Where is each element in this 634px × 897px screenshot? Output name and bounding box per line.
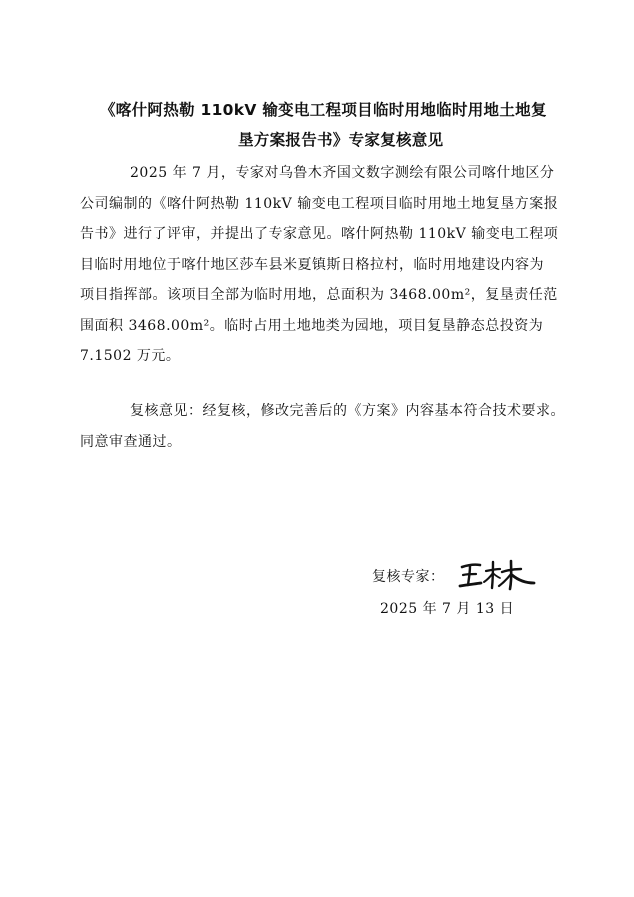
review-paragraph <box>80 158 560 372</box>
paragraph-line: 公司编制的《喀什阿热勒 110kV 输变电工程项目临时用地土地复垦方案报 <box>80 195 559 212</box>
paragraph-line: 项目指挥部。该项目全部为临时用地，总面积为 3468.00m²，复垦责任范 <box>80 287 558 303</box>
paragraph-line: 同意审查通过。 <box>80 433 182 450</box>
handwritten-signature <box>456 558 536 592</box>
paragraph-line: 复核意见：经复核，修改完善后的《方案》内容基本符合技术要求。 <box>130 403 565 419</box>
paragraph-line: 告书》进行了评审，并提出了专家意见。喀什阿热勒 110kV 输变电工程项 <box>80 226 559 242</box>
document-title-line-1: 《喀什阿热勒 110kV 输变电工程项目临时用地临时用地土地复 <box>100 101 547 119</box>
paragraph-line: 目临时用地位于喀什地区莎车县米夏镇斯日格拉村，临时用地建设内容为 <box>80 256 544 273</box>
paragraph-line: 2025 年 7 月，专家对乌鲁木齐国文数字测绘有限公司喀什地区分 <box>130 165 555 181</box>
document-title-line-2: 垦方案报告书》专家复核意见 <box>238 131 444 149</box>
paragraph-line: 围面积 3468.00m²。临时占用土地地类为园地，项目复垦静态总投资为 <box>80 317 544 334</box>
signature-block <box>372 558 572 628</box>
paragraph-line: 7.1502 万元。 <box>80 348 181 364</box>
opinion-paragraph <box>80 396 565 457</box>
signature-date: 2025 年 7 月 13 日 <box>380 601 515 617</box>
reviewer-label: 复核专家： <box>372 569 445 585</box>
